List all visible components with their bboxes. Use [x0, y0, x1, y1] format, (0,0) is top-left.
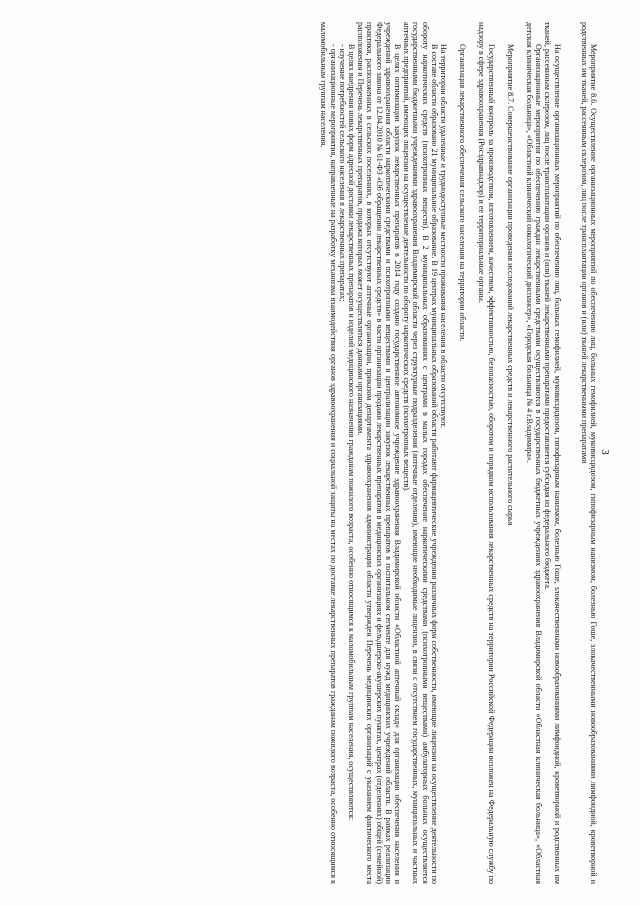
spacer: [448, 22, 458, 884]
paragraph-delivery-forms: В целях внедрения новых форм адресной доставки лекарственных препаратов и изделий медицинского назначения гражданам пожилого возраста, особенно относящимся к маломобильным группам населения, осуществляются:: [346, 44, 356, 821]
list-item-needs-study: - изучение потребностей сельского населения в лекарственных препаратах;: [337, 44, 347, 302]
paragraph-municipalities: В составе области образовано 21 муниципальное образование. В 19 центрах муниципальных образований области работают фармацевтические учреждения различных форм собственности, имеющие лицензии на осуществление деятельности по обороту наркотических средств (психотропных веществ). В 2 муниципальных образованиях с центрами в малых городах обеспечение наркотическими средствами (психотропными веществами) амбулаторных больных осуществляется государственными бюджетными учреждениями здравоохранения Владимирской области через структурные подразделения (аптечные отделения), имеющие необходимые лицензии, в связи с отсутствием государственных, муниципальных и частных аптечных предприятий, имеющих лицензии на осуществление деятельности по обороту наркотических средств (психотропных веществ).: [402, 22, 439, 884]
paragraph-measure-8-6-title: Мероприятие 8.6. Осуществление организационных мероприятий по обеспечению лиц, больных гемофилией, муковисцидозом, гипофизарным нанизмом, болезнью Гоше, злокачественными новообразованиями лимфоидной, кроветворной и родственных им тканей, рассеянным склерозом, лиц после трансплантации органов и (или) тканей лекарственными препаратами: [579, 22, 598, 884]
paragraph-measure-8-6-institutions: Организационные мероприятия по обеспечению граждан лекарственными средствами осуществляются в государственных бюджетных учреждениях здравоохранения Владимирской области «Областная клиническая больница», «Областная детская клиническая больница», «Областной клинический онкологический диспансер», «Городская больница № 4 г.Владимира».: [524, 22, 544, 884]
paragraph-measure-8-7-title: Мероприятие 8.7. Совершенствование организации проведения исследований лекарственных средств и лекарственного растительного сырья: [505, 44, 515, 526]
list-item-organizational-measures: - организационные мероприятия, направленные на разработку механизма взаимодействия органов здравоохранения и социальной защиты на местах по доставке лекарственных препаратов гражданам пожилого возраста, особенно относящимся к маломобильным группам населения.: [319, 22, 338, 884]
spacer: [496, 22, 506, 884]
paragraph-rural-supply-heading: Организация лекарственного обеспечения сельского населения на территории области.: [458, 44, 468, 342]
spacer: [467, 22, 477, 884]
spacer: [515, 22, 525, 884]
paragraph-measure-8-6-funding: На осуществление организационных мероприятий по обеспечению лиц, больных гемофилией, муковисцидозом, гипофизарным нанизмом, болезнью Гоше, злокачественными новообразованиями лимфоидной, кроветворной и родственных им тканей, рассеянным склерозом, лиц после трансплантации органов и (или) тканей лекарственными препаратами предоставляется субсидия из федерального бюджета.: [543, 22, 562, 884]
rotated-document-body: [38, 22, 598, 884]
spacer: [562, 22, 580, 884]
paragraph-state-control: Государственный контроль за производством, изготовлением, качеством, эффективностью, безопасностью, оборотом и порядком использования лекарственных средств на территории Российской Федерации возложен на Федеральную службу по надзору в сфере здравоохранения (Росздравнадзор) и ее территориальные органы.: [477, 22, 496, 884]
paragraph-remote-areas: На территории области удаленные и труднодоступные местности проживания населения в области отсутствуют.: [438, 44, 448, 428]
page-number: 3: [599, 449, 611, 455]
paragraph-procurement-optimization: В целях оптимизации закупок лекарственных препаратов в 2014 году создано государственное автономное учреждение здравоохранения Владимирской области «Областной аптечный склад» для организации обеспечения населения и учреждений здравоохранения области наркотическими средствами и психотропными веществами и централизации закупок лекарственных препаратов в госпитальном сегменте для нужд медицинских учреждений области. В рамках реализации Федерального закона от 12.04.2010 № 61-ФЗ «Об обращении лекарственных средств» в части организации продажи лекарственных препаратов в медицинских организациях и фельдшерско-акушерских пунктах, центрах (отделениях) общей (семейной) практики, расположенных в сельских поселениях, в которых отсутствуют аптечные организации, приказом департамента здравоохранения администрации области утвержден Перечень медицинских организаций с указанием фактического места расположения и Перечень лекарственных препаратов, продажа которых может осуществляться данными организациями.: [356, 22, 402, 884]
